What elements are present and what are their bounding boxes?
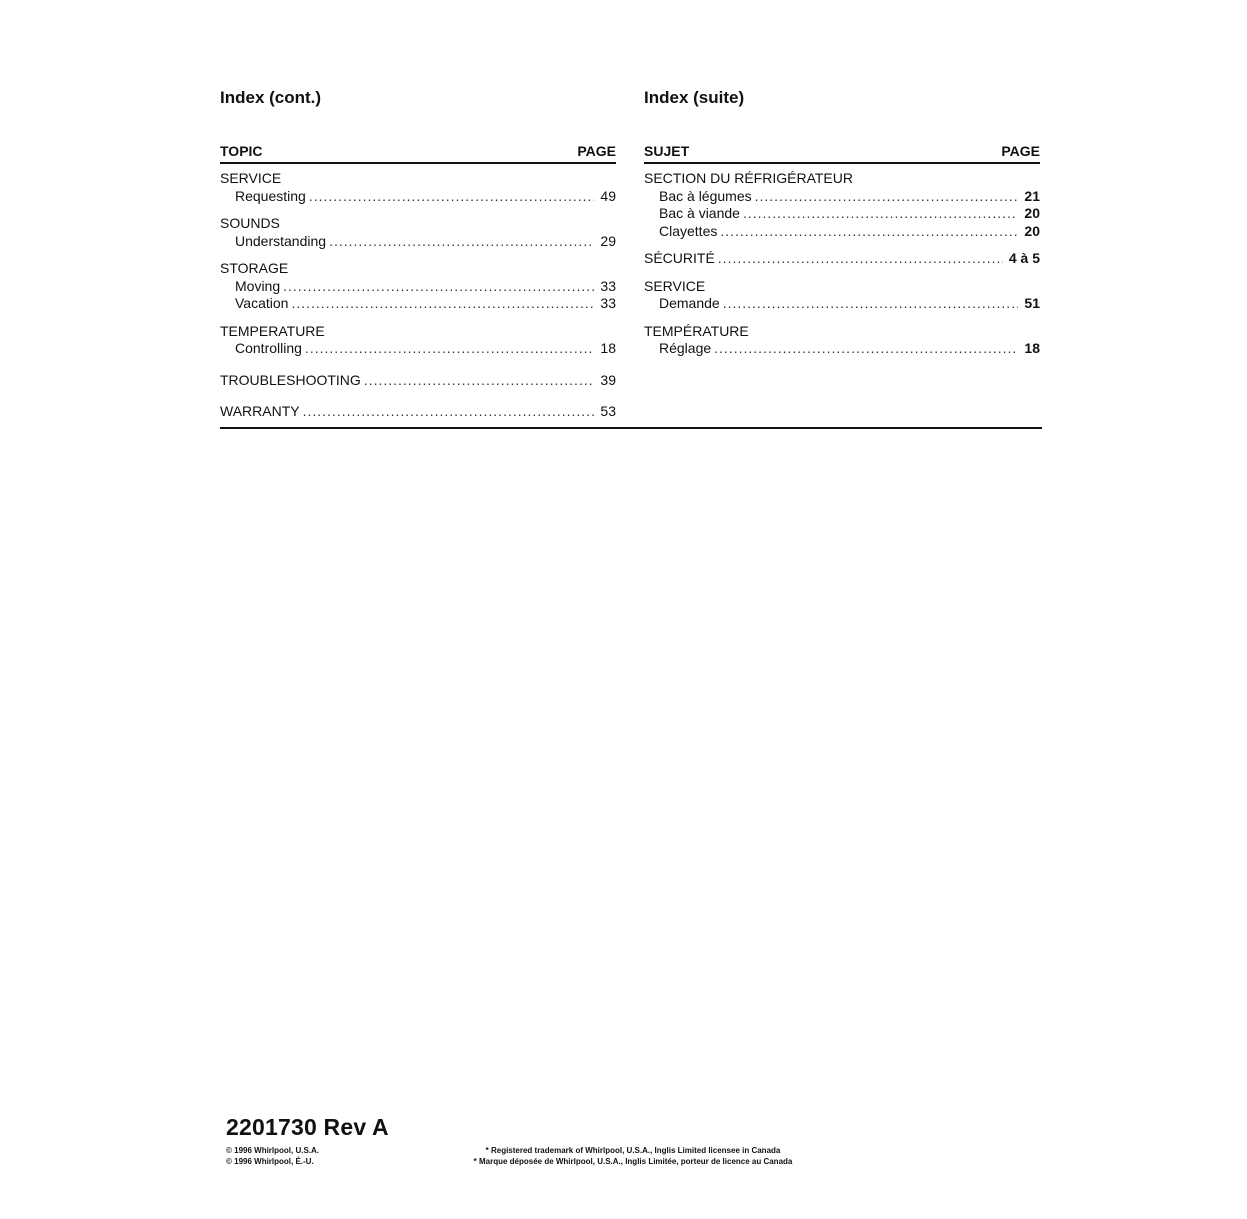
topic-name: SERVICE: [220, 170, 282, 186]
topic-name: SECTION DU RÉFRIGÉRATEUR: [644, 170, 853, 186]
column-header-sujet: SUJET: [644, 143, 690, 159]
dot-leader: [329, 233, 594, 251]
index-title-english: Index (cont.): [220, 88, 322, 107]
dot-leader: [718, 250, 1003, 268]
column-header-topic: TOPIC: [220, 143, 263, 159]
entry-page: 18: [1024, 340, 1040, 356]
index-entries-english: [220, 170, 616, 421]
entry-page: 29: [600, 232, 616, 249]
entry-label: Demande: [659, 295, 720, 311]
entry-label: Vacation: [235, 295, 289, 311]
entry-label: Bac à viande: [659, 205, 740, 221]
dot-leader: [743, 205, 1018, 223]
index-entry: [644, 205, 1040, 223]
entry-label: Controlling: [235, 340, 302, 356]
topic-name: SERVICE: [644, 277, 706, 294]
trademark-line-french: * Marque déposée de Whirlpool, U.S.A., Inglis Limitée, porteur de licence au Canada: [473, 1157, 793, 1166]
entry-page: 33: [600, 295, 616, 311]
bottom-divider: [220, 427, 1042, 429]
dot-leader: [714, 340, 1018, 358]
index-topic-service: [644, 278, 1040, 313]
dot-leader: [291, 295, 594, 313]
index-entry: [220, 295, 616, 313]
entry-page: 49: [600, 187, 616, 204]
dot-leader: [755, 188, 1019, 206]
entry-label: Moving: [235, 277, 281, 294]
topic-name: SOUNDS: [220, 215, 280, 231]
index-topic-storage: [220, 260, 616, 313]
index-topic-securite: [644, 250, 1040, 268]
topic-name: TEMPÉRATURE: [644, 322, 749, 339]
index-topic-section-refrigerateur: [644, 170, 1040, 240]
entry-page: 20: [1024, 222, 1040, 239]
index-french: [644, 88, 1040, 358]
index-topic-troubleshooting: [220, 372, 616, 390]
entry-page: 53: [600, 403, 616, 419]
index-entry: [220, 233, 616, 251]
dot-leader: [723, 295, 1019, 313]
entry-page: 39: [600, 371, 616, 388]
index-entry: [644, 250, 1040, 268]
index-entry: [220, 340, 616, 358]
dot-leader: [283, 278, 594, 296]
entry-label: Bac à légumes: [659, 187, 752, 204]
topic-name: TROUBLESHOOTING: [220, 371, 361, 388]
column-header-page: PAGE: [1001, 143, 1040, 159]
entry-label: Réglage: [659, 340, 712, 356]
entry-page: 51: [1024, 295, 1040, 311]
dot-leader: [305, 340, 594, 358]
column-header-page: PAGE: [577, 143, 616, 159]
copyright-line: © 1996 Whirlpool, U.S.A.: [226, 1146, 320, 1155]
topic-name: WARRANTY: [220, 403, 300, 419]
index-topic-temperature: [220, 323, 616, 358]
index-entry: [644, 223, 1040, 241]
index-entry: [220, 403, 616, 421]
topic-name: TEMPERATURE: [220, 322, 325, 339]
table-header-french: [644, 143, 1040, 164]
index-english: [220, 88, 616, 421]
index-topic-sounds: [220, 215, 616, 250]
entry-label: Clayettes: [659, 222, 718, 239]
table-header-english: [220, 143, 616, 164]
entry-label: Understanding: [235, 232, 327, 249]
entry-page: 21: [1024, 187, 1040, 204]
index-topic-temperature: [644, 323, 1040, 358]
index-entries-french: [644, 170, 1040, 358]
index-entry: [220, 278, 616, 296]
trademark-line-english: * Registered trademark of Whirlpool, U.S.A., Inglis Limited licensee in Canada: [485, 1146, 781, 1155]
entry-page: 4 à 5: [1008, 250, 1040, 266]
entry-page: 20: [1024, 205, 1040, 221]
index-entry: [644, 295, 1040, 313]
copyright-line: © 1996 Whirlpool, É.-U.: [226, 1157, 314, 1166]
index-topic-warranty: [220, 403, 616, 421]
dot-leader: [364, 372, 595, 390]
entry-page: 33: [600, 277, 616, 294]
index-topic-service: [220, 170, 616, 205]
dot-leader: [309, 188, 595, 206]
topic-name: SÉCURITÉ: [644, 250, 715, 266]
index-entry: [220, 372, 616, 390]
topic-name: STORAGE: [220, 260, 289, 276]
entry-label: Requesting: [235, 187, 306, 204]
trademark-notice: [428, 1145, 838, 1167]
entry-page: 18: [600, 340, 616, 356]
dot-leader: [303, 403, 595, 421]
index-entry: [220, 188, 616, 206]
index-entry: [644, 188, 1040, 206]
document-number: 2201730 Rev A: [226, 1114, 389, 1140]
index-entry: [644, 340, 1040, 358]
copyright-block: [226, 1145, 319, 1167]
index-title-french: Index (suite): [644, 88, 745, 107]
dot-leader: [720, 223, 1018, 241]
